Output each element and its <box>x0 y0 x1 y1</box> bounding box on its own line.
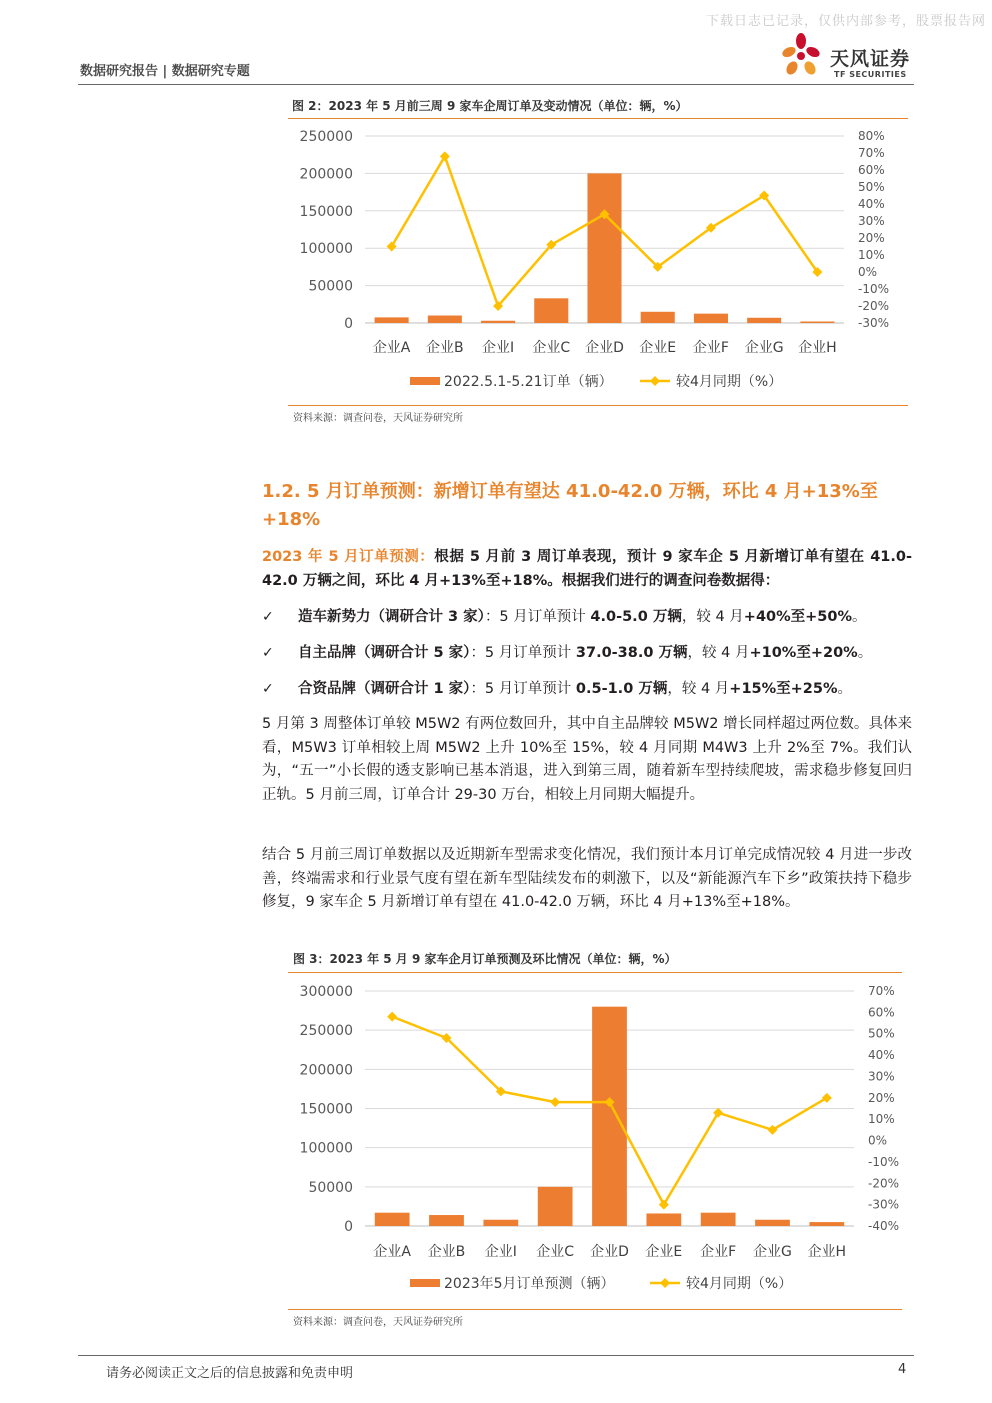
y-right-tick-label: 0% <box>868 1133 888 1148</box>
figure3-bottom-rule <box>288 1309 902 1310</box>
bullet-change: +10%至+20% <box>749 645 858 661</box>
footer-divider <box>78 1355 914 1356</box>
bar <box>800 322 834 323</box>
page-number: 4 <box>898 1362 907 1377</box>
x-category-label: 企业H <box>798 340 837 356</box>
bar <box>701 1213 736 1226</box>
legend-bar-swatch <box>410 377 440 385</box>
y-left-tick-label: 200000 <box>299 166 353 183</box>
y-right-tick-label: 80% <box>858 129 885 143</box>
figure2-bottom-rule <box>288 405 908 406</box>
bar <box>483 1220 518 1226</box>
lead-label: 2023 年 5 月订单预测： <box>262 549 435 565</box>
legend-line-marker <box>650 376 660 386</box>
x-category-label: 企业G <box>744 340 784 356</box>
report-header-title: 数据研究报告 | 数据研究专题 <box>80 64 250 79</box>
x-category-label: 企业A <box>373 1244 411 1260</box>
y-right-tick-label: 10% <box>858 248 885 262</box>
bar <box>755 1220 790 1226</box>
header-divider <box>78 84 914 85</box>
x-category-label: 企业I <box>484 1244 517 1260</box>
y-right-tick-label: -10% <box>868 1154 900 1169</box>
y-right-tick-label: 60% <box>868 1005 895 1020</box>
bar <box>641 312 675 323</box>
bar <box>587 173 621 323</box>
figure2-caption: 图 2：2023 年 5 月前三周 9 家车企周订单及变动情况（单位：辆，%） <box>292 99 688 113</box>
y-left-tick-label: 0 <box>344 1219 353 1235</box>
bullet-change: +15%至+25% <box>729 681 838 697</box>
lead-paragraph <box>262 546 912 593</box>
x-category-label: 企业C <box>532 340 571 356</box>
bullet-range: 4.0-5.0 万辆 <box>590 609 682 625</box>
x-category-label: 企业H <box>807 1244 847 1260</box>
y-right-tick-label: -30% <box>858 316 890 330</box>
x-category-label: 企业F <box>692 340 729 356</box>
checkmark-icon: ✓ <box>262 609 274 625</box>
figure3-top-rule <box>288 972 902 973</box>
y-right-tick-label: 70% <box>858 146 885 160</box>
y-left-tick-label: 250000 <box>299 129 353 145</box>
y-left-tick-label: 300000 <box>299 984 353 1000</box>
bullet-end: 。 <box>857 645 873 661</box>
x-category-label: 企业G <box>753 1244 792 1260</box>
x-category-label: 企业D <box>590 1244 629 1260</box>
bullet-tail-text: ，较 4 月 <box>667 681 730 697</box>
y-left-tick-label: 50000 <box>308 278 353 295</box>
x-category-label: 企业F <box>700 1244 737 1260</box>
figure2-chart <box>288 120 908 402</box>
legend-bar-label: 2023年5月订单预测（辆） <box>444 1276 615 1292</box>
checkmark-icon: ✓ <box>262 645 274 661</box>
y-left-tick-label: 50000 <box>308 1179 353 1196</box>
legend-line-label: 较4月同期（%） <box>676 374 783 390</box>
watermark-text: 下载日志已记录，仅供内部参考，股票报告网 <box>705 14 986 29</box>
bullet-tail-text: ，较 4 月 <box>681 609 744 625</box>
y-left-tick-label: 150000 <box>299 203 353 220</box>
bar <box>429 1215 464 1226</box>
body-paragraph-2: 结合 5 月前三周订单数据以及近期新车型需求变化情况，我们预计本月订单完成情况较 4 月进一步改善，终端需求和行业景气度有望在新车型陆续发布的刺激下，以及“新能源汽车下乡”政策扶持下稳步修复，9 家车企 5 月新增订单有望在 41.0-42.0 万辆，环比 4 月+13%至+18%。 <box>262 847 912 910</box>
y-left-tick-label: 100000 <box>299 241 353 258</box>
bar <box>534 298 568 323</box>
y-right-tick-label: -30% <box>868 1197 900 1212</box>
y-left-tick-label: 250000 <box>299 1023 353 1040</box>
figure2-top-rule <box>288 118 908 119</box>
bullet-end: 。 <box>852 609 867 625</box>
bullet-mid-text: ：5 月订单预计 <box>470 681 576 697</box>
bar <box>809 1222 844 1226</box>
x-category-label: 企业I <box>481 340 515 356</box>
checkmark-icon: ✓ <box>262 681 274 697</box>
x-category-label: 企业C <box>536 1244 575 1260</box>
y-right-tick-label: 70% <box>868 984 895 998</box>
y-left-tick-label: 200000 <box>299 1062 353 1079</box>
bullet-range: 37.0-38.0 万辆 <box>575 645 688 661</box>
y-left-tick-label: 100000 <box>299 1140 353 1157</box>
x-category-label: 企业E <box>645 1244 683 1260</box>
y-right-tick-label: 10% <box>868 1112 895 1127</box>
section-heading: 1.2. 5 月订单预测：新增订单有望达 41.0-42.0 万辆，环比 4 月+13%至+18% <box>262 481 878 530</box>
company-logo <box>780 32 920 82</box>
legend-line-label: 较4月同期（%） <box>686 1276 793 1292</box>
bullet-label: 造车新势力（调研合计 3 家） <box>298 609 485 625</box>
footer-disclaimer: 请务必阅读正文之后的信息披露和免责申明 <box>106 1366 354 1381</box>
y-right-tick-label: -40% <box>868 1219 900 1233</box>
x-category-label: 企业A <box>372 340 411 356</box>
y-right-tick-label: 60% <box>858 163 885 177</box>
y-right-tick-label: 0% <box>858 265 878 279</box>
bullet-label: 合资品牌（调研合计 1 家） <box>298 681 471 697</box>
y-right-tick-label: 40% <box>868 1048 895 1063</box>
bullet-label: 自主品牌（调研合计 5 家） <box>298 645 471 661</box>
bar <box>428 316 462 323</box>
y-left-tick-label: 150000 <box>299 1101 353 1118</box>
logo-english-name: TF SECURITIES <box>834 70 907 79</box>
tf-logo-icon <box>780 32 822 82</box>
lead-text: 根据 5 月前 3 周订单表现，预计 9 家车企 5 月新增订单有望在 41.0-42.0 万辆之间，环比 4 月+13%至+18%。根据我们进行的调查问卷数据得： <box>262 549 912 589</box>
bullet-tail-text: ，较 4 月 <box>687 645 750 661</box>
body-paragraph-1: 5 月第 3 周整体订单较 M5W2 有两位数回升，其中自主品牌较 M5W2 增长同样超过两位数。具体来看，M5W3 订单相较上周 M5W2 上升 10%至 15%，较 4 月同期 M4W3 上升 2%至 7%。我们认为，“五一”小长假的透支影响已基本消退，进入到第三周，随着新车型持续爬坡，需求稳步修复回归正轨。5 月前三周，订单合计 29-30 万台，相较上月同期大幅提升。 <box>262 716 912 803</box>
x-category-label: 企业B <box>426 340 464 356</box>
figure3-caption: 图 3：2023 年 5 月 9 家车企月订单预测及环比情况（单位：辆，%） <box>293 952 677 966</box>
legend-line-marker <box>660 1278 670 1288</box>
bullet-end: 。 <box>837 681 853 697</box>
bar <box>747 318 781 323</box>
bar <box>592 1007 627 1226</box>
bar <box>694 314 728 323</box>
x-category-label: 企业B <box>427 1244 466 1260</box>
x-category-label: 企业D <box>585 340 624 356</box>
y-right-tick-label: 50% <box>868 1026 895 1041</box>
y-right-tick-label: 50% <box>858 180 885 194</box>
legend-bar-swatch <box>410 1279 440 1287</box>
bar <box>375 1213 410 1226</box>
figure3-source: 资料来源：调查问卷，天风证券研究所 <box>293 1317 463 1328</box>
bar <box>538 1187 573 1226</box>
bullet-mid-text: ：5 月订单预计 <box>470 645 576 661</box>
figure2-source: 资料来源：调查问卷，天风证券研究所 <box>293 413 463 424</box>
y-left-tick-label: 0 <box>344 316 353 332</box>
x-category-label: 企业E <box>639 340 677 356</box>
y-right-tick-label: -10% <box>858 282 890 296</box>
y-right-tick-label: -20% <box>858 299 890 313</box>
y-right-tick-label: 20% <box>858 231 885 245</box>
bullet-mid-text: ：5 月订单预计 <box>484 609 591 625</box>
logo-chinese-name: 天风证券 <box>830 48 911 70</box>
line-point <box>387 1012 397 1022</box>
y-right-tick-label: 40% <box>858 197 885 211</box>
y-right-tick-label: 30% <box>858 214 885 228</box>
bullet-range: 0.5-1.0 万辆 <box>575 681 668 697</box>
legend-bar-label: 2022.5.1-5.21订单（辆） <box>444 374 613 390</box>
bar <box>375 317 409 323</box>
line-point <box>550 1097 560 1107</box>
bullet-change: +40%至+50% <box>743 609 853 625</box>
bar <box>481 321 515 323</box>
bar <box>646 1213 681 1226</box>
figure3-chart <box>288 974 902 1306</box>
y-right-tick-label: 20% <box>868 1090 895 1105</box>
y-right-tick-label: 30% <box>868 1069 895 1084</box>
y-right-tick-label: -20% <box>868 1176 900 1191</box>
